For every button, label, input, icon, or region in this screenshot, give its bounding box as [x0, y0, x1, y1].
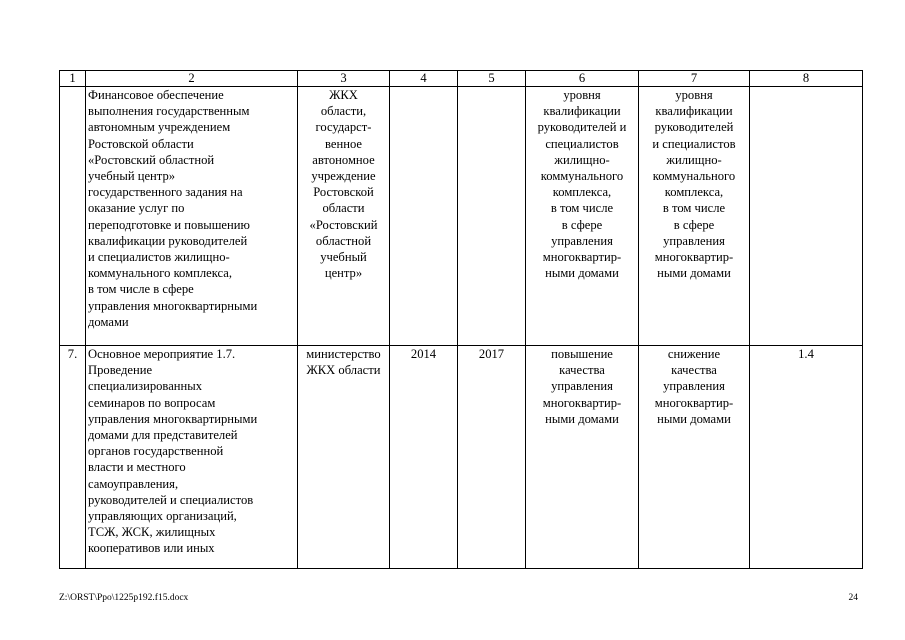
header-cell-6: 6	[526, 71, 639, 87]
table-header-row	[60, 71, 863, 87]
end-year-cell: 2017	[458, 346, 526, 569]
header-cell-2: 2	[86, 71, 298, 87]
expected-result-cell: уровня квалификации руководителей и специалистов жилищно- коммунального комплекса, в том числе в сфере управления многоквартир- ными домами	[526, 87, 639, 346]
program-activities-table	[59, 70, 863, 569]
activity-name-cell: Финансовое обеспечение выполнения государственным автономным учреждением Ростовской области «Ростовский областной учебный центр» государственного задания на оказание услуг по переподготовке и повышению квалификации руководителей и специалистов жилищно- коммунального комплекса, в том числе в сфере управления многоквартирными домами	[86, 87, 298, 346]
end-year-cell	[458, 87, 526, 346]
non-implementation-consequence-cell: уровня квалификации руководителей и специалистов жилищно- коммунального комплекса, в том числе в сфере управления многоквартир- ными домами	[639, 87, 750, 346]
table-row	[60, 87, 863, 346]
start-year-cell: 2014	[390, 346, 458, 569]
header-cell-4: 4	[390, 71, 458, 87]
row-number-cell: 7.	[60, 346, 86, 569]
indicator-link-cell	[750, 87, 863, 346]
non-implementation-consequence-cell: снижение качества управления многоквартир- ными домами	[639, 346, 750, 569]
footer-page-number: 24	[848, 593, 858, 603]
header-cell-7: 7	[639, 71, 750, 87]
row-number-cell	[60, 87, 86, 346]
indicator-link-cell: 1.4	[750, 346, 863, 569]
activity-name-cell: Основное мероприятие 1.7. Проведение специализированных семинаров по вопросам управления многоквартирными домами для представителей органов государственной власти и местного самоуправления, руководителей и специалистов управляющих организаций, ТСЖ, ЖСК, жилищных кооперативов или иных	[86, 346, 298, 569]
header-cell-5: 5	[458, 71, 526, 87]
executor-cell: ЖКХ области, государст- венное автономное учреждение Ростовской области «Ростовский областной учебный центр»	[298, 87, 390, 346]
header-cell-1: 1	[60, 71, 86, 87]
start-year-cell	[390, 87, 458, 346]
header-cell-3: 3	[298, 71, 390, 87]
expected-result-cell: повышение качества управления многоквартир- ными домами	[526, 346, 639, 569]
table-row	[60, 346, 863, 569]
header-cell-8: 8	[750, 71, 863, 87]
executor-cell: министерство ЖКХ области	[298, 346, 390, 569]
footer-file-path: Z:\ORST\Ppo\1225p192.f15.docx	[59, 593, 189, 603]
